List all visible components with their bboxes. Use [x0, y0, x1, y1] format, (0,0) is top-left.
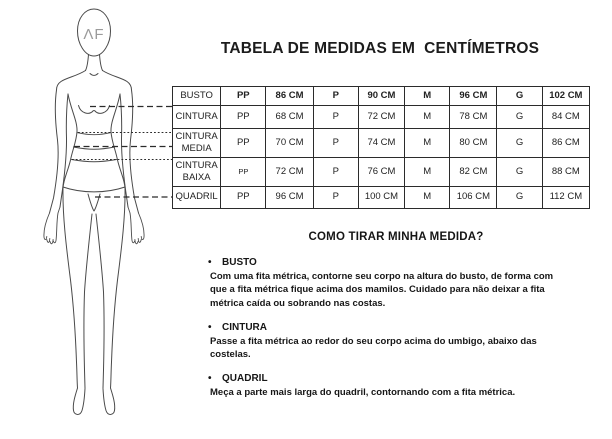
- table-cell: PP: [221, 106, 266, 129]
- table-cell: M: [405, 129, 450, 158]
- row-label: CINTURA: [173, 106, 221, 129]
- croquis-measure-lines: [63, 133, 125, 192]
- table-cell: G: [497, 129, 542, 158]
- bullet-icon: •: [208, 373, 212, 385]
- table-row-cintura-baixa: [173, 157, 590, 186]
- table-cell: 68 CM: [266, 106, 313, 129]
- table-cell: PP: [221, 186, 266, 208]
- instruction-text: Com uma fita métrica, contorne seu corpo na altura do busto, de forma com que a fita métrica fique acima dos mamilos. Cuidado para não deixar a fita métrica caída ou sobrando nas costas.: [210, 271, 554, 309]
- table-cell: 100 CM: [358, 186, 404, 208]
- bullet-icon: •: [208, 257, 212, 268]
- table-cell: 88 CM: [542, 157, 589, 186]
- bullet-icon: •: [208, 321, 212, 333]
- table-cell: 76 CM: [358, 157, 404, 186]
- instruction-item-quadril: [200, 373, 592, 399]
- page-title: TABELA DE MEDIDAS EM CENTÍMETROS: [220, 40, 540, 57]
- table-row-quadril: [173, 186, 590, 208]
- size-table: [172, 86, 590, 209]
- table-cell: P: [313, 87, 358, 106]
- instruction-item-cintura: [200, 322, 592, 362]
- row-label: QUADRIL: [173, 186, 221, 208]
- table-cell: 82 CM: [450, 157, 497, 186]
- table-cell: 106 CM: [450, 186, 497, 208]
- table-cell: 86 CM: [542, 129, 589, 158]
- table-cell: 102 CM: [542, 87, 589, 106]
- table-cell: M: [405, 157, 450, 186]
- table-cell: 80 CM: [450, 129, 497, 158]
- table-cell: 78 CM: [450, 106, 497, 129]
- instruction-term: QUADRIL: [222, 373, 268, 385]
- table-cell: 72 CM: [266, 157, 313, 186]
- row-label: CINTURA MEDIA: [173, 129, 221, 158]
- instructions-section: [200, 231, 592, 412]
- table-cell: 74 CM: [358, 129, 404, 158]
- table-cell: PP: [221, 157, 266, 186]
- croquis-feet: [73, 388, 114, 414]
- table-cell: G: [497, 186, 542, 208]
- table-cell: 96 CM: [450, 87, 497, 106]
- croquis-legs: [63, 188, 125, 388]
- instruction-term-line: [208, 322, 592, 333]
- table-cell: M: [405, 87, 450, 106]
- table-cell: PP: [221, 129, 266, 158]
- instruction-term: CINTURA: [222, 321, 267, 333]
- table-cell: P: [313, 106, 358, 129]
- instruction-term-line: [208, 257, 592, 268]
- instruction-item-busto: [200, 257, 592, 310]
- table-cell: M: [405, 106, 450, 129]
- table-cell: P: [313, 186, 358, 208]
- brand-logo: ΛF: [83, 26, 105, 43]
- croquis-figure: [0, 0, 175, 439]
- table-cell: 84 CM: [542, 106, 589, 129]
- table-cell: 72 CM: [358, 106, 404, 129]
- instruction-term: BUSTO: [222, 257, 257, 268]
- table-cell: G: [497, 106, 542, 129]
- table-cell: G: [497, 157, 542, 186]
- table-cell: 86 CM: [266, 87, 313, 106]
- table-cell: G: [497, 87, 542, 106]
- instruction-text: Meça a parte mais larga do quadril, contornando com a fita métrica.: [210, 387, 516, 399]
- table-row-busto: [173, 87, 590, 106]
- table-cell: 96 CM: [266, 186, 313, 208]
- croquis-hands: [44, 207, 144, 244]
- instruction-term-line: [208, 373, 592, 384]
- instruction-text: Passe a fita métrica ao redor do seu corpo acima do umbigo, abaixo das costelas.: [210, 335, 537, 361]
- table-row-cintura-media: [173, 129, 590, 158]
- table-cell: 70 CM: [266, 129, 313, 158]
- table-cell: M: [405, 186, 450, 208]
- instructions-heading: COMO TIRAR MINHA MEDIDA?: [308, 231, 484, 243]
- table-row-cintura: [173, 106, 590, 129]
- table-cell: PP: [221, 87, 266, 106]
- table-cell: P: [313, 129, 358, 158]
- table-cell: 112 CM: [542, 186, 589, 208]
- row-label: CINTURA BAIXA: [173, 157, 221, 186]
- row-label: BUSTO: [173, 87, 221, 106]
- table-cell: 90 CM: [358, 87, 404, 106]
- table-cell: P: [313, 157, 358, 186]
